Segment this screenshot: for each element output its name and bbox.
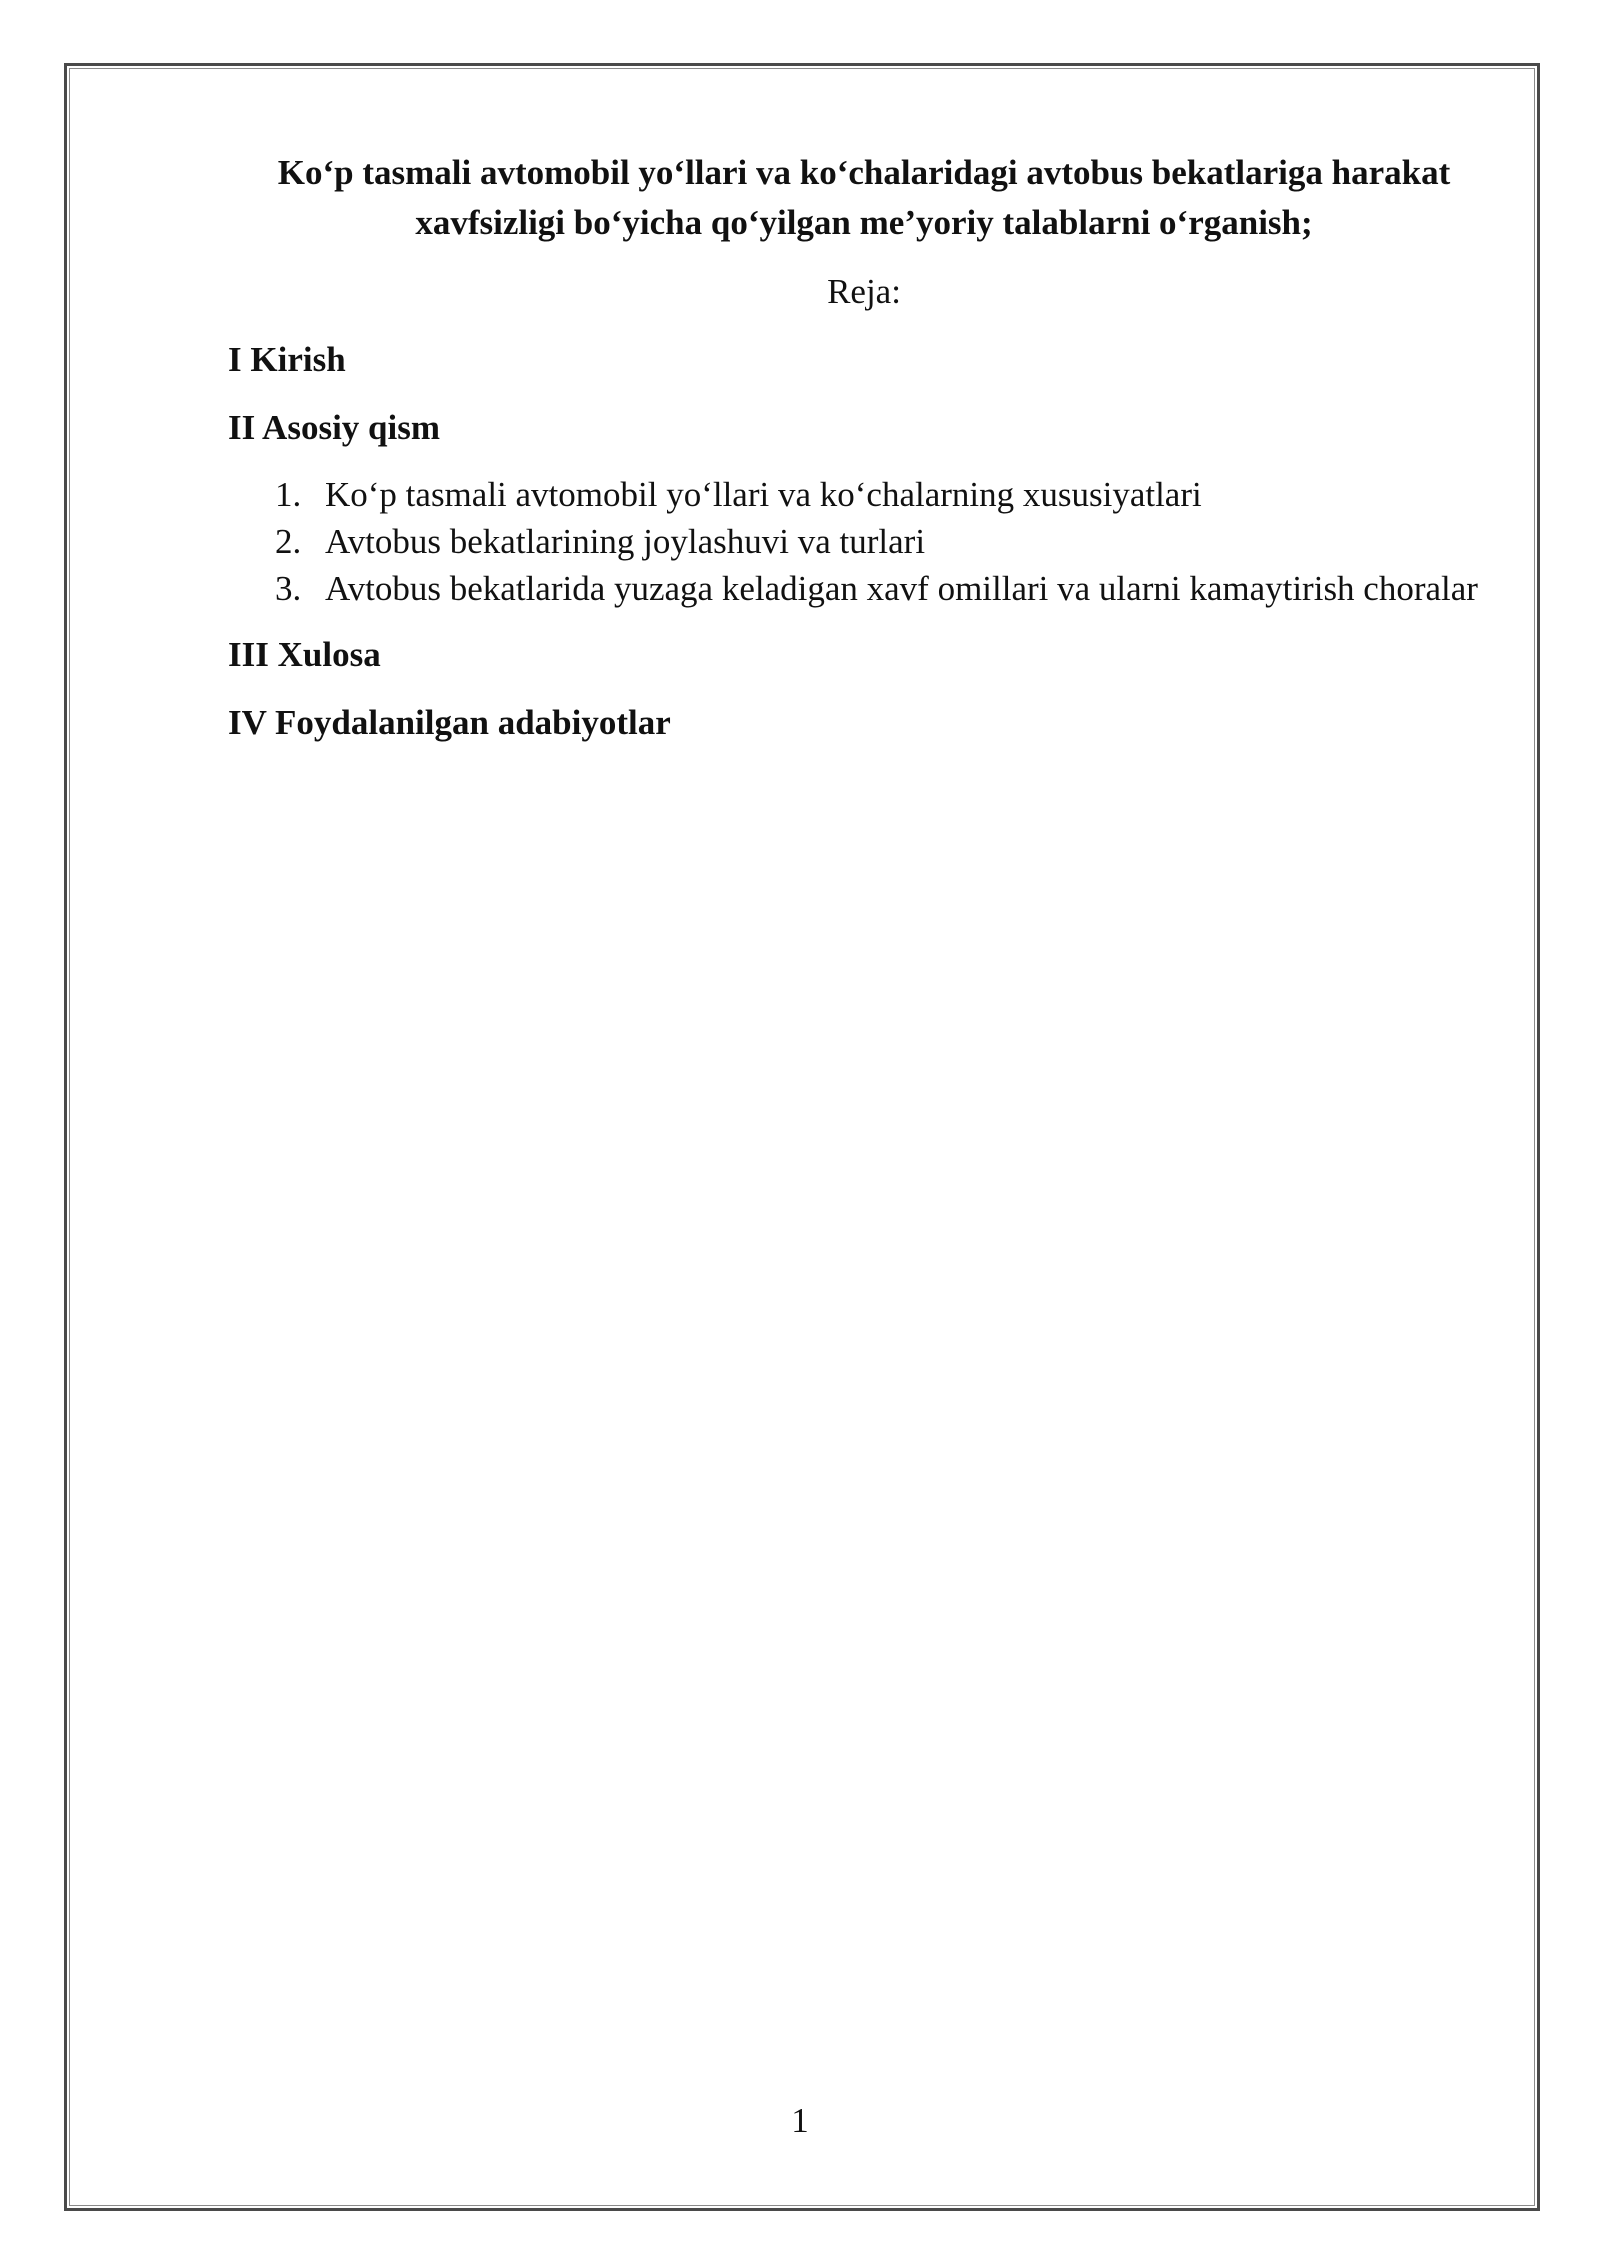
- section-heading-intro: I Kirish: [228, 340, 346, 379]
- list-item: [228, 565, 1500, 612]
- list-item-number: 2.: [275, 522, 302, 561]
- list-item-text: Avtobus bekatlarining joylashuvi va turlari: [325, 522, 926, 561]
- plan-label: Reja:: [827, 272, 901, 311]
- list-item-number: 1.: [275, 475, 302, 514]
- list-item: [228, 471, 1500, 518]
- document-title: Ko‘p tasmali avtomobil yo‘llari va ko‘chalaridagi avtobus bekatlariga harakat xavfsizligi bo‘yicha qo‘yilgan me’yoriy talablarni o‘rganish;: [277, 153, 1451, 242]
- list-item-number: 3.: [275, 569, 302, 608]
- section-heading-main: II Asosiy qism: [228, 408, 441, 447]
- main-part-list: [228, 471, 1500, 612]
- page-number: 1: [791, 2101, 809, 2140]
- list-item-text: Ko‘p tasmali avtomobil yo‘llari va ko‘chalarning xususiyatlari: [325, 475, 1202, 514]
- list-item: [228, 518, 1500, 565]
- section-heading-conclusion: III Xulosa: [228, 635, 381, 674]
- section-heading-references: IV Foydalanilgan adabiyotlar: [228, 703, 671, 742]
- list-item-text: Avtobus bekatlarida yuzaga keladigan xavf omillari va ularni kamaytirish choralar: [325, 569, 1478, 608]
- document-body: [228, 148, 1500, 748]
